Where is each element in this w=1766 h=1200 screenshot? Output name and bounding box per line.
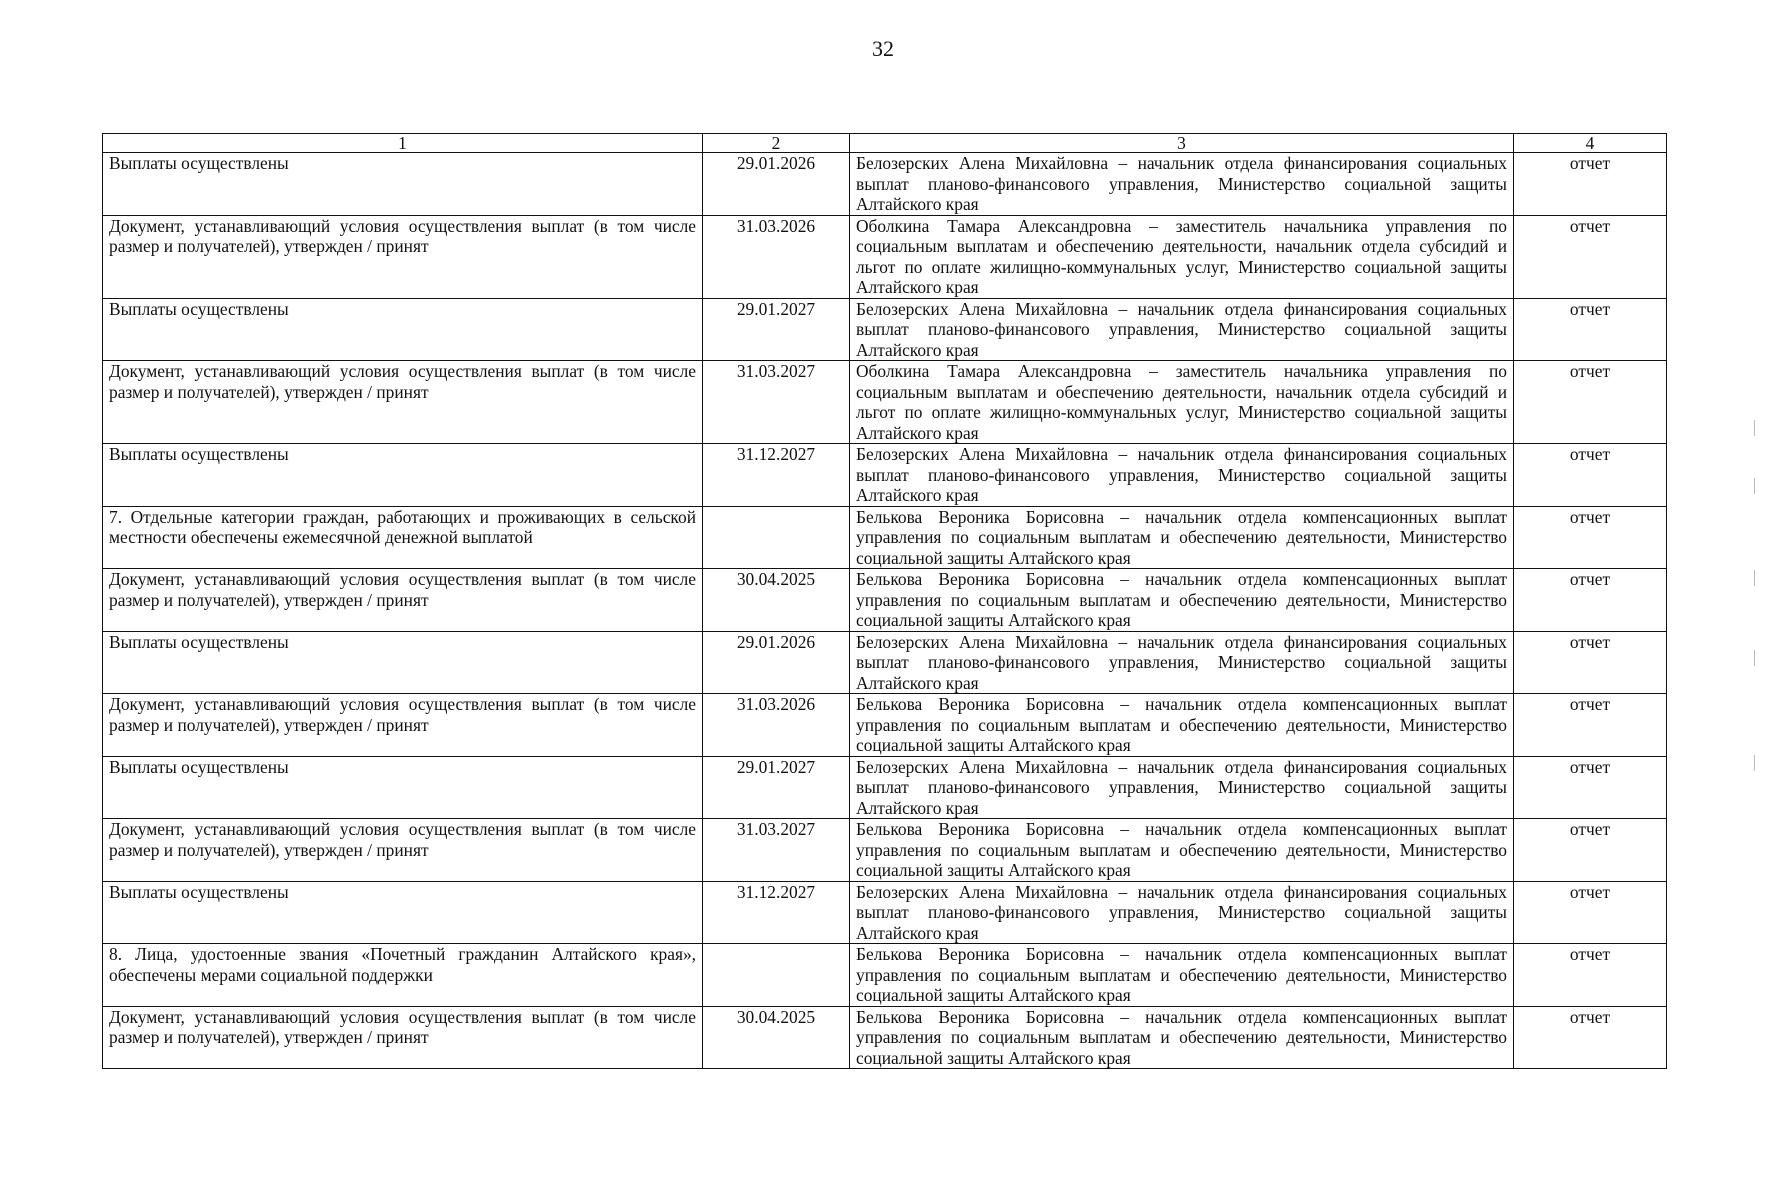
date-cell: 30.04.2025 — [703, 569, 850, 632]
date-cell: 29.01.2027 — [703, 298, 850, 361]
scan-mark — [1754, 650, 1755, 666]
scan-mark — [1754, 420, 1755, 436]
document-cell: отчет — [1514, 819, 1667, 882]
responsible-cell: Белькова Вероника Борисовна – начальник отдела компенсационных выплат управления по социальным выплатам и обеспечению деятельности, Министерство социальной защиты Алтайского края — [850, 1006, 1514, 1069]
event-cell: Выплаты осуществлены — [103, 298, 703, 361]
event-cell: Выплаты осуществлены — [103, 631, 703, 694]
scan-mark — [1754, 755, 1755, 771]
event-cell: Документ, устанавливающий условия осуществления выплат (в том числе размер и получателей), утвержден / принят — [103, 819, 703, 882]
table-row — [103, 215, 1667, 298]
responsible-cell: Белозерских Алена Михайловна – начальник отдела финансирования социальных выплат планово-финансового управления, Министерство социальной защиты Алтайского края — [850, 756, 1514, 819]
date-cell: 29.01.2026 — [703, 153, 850, 216]
document-cell: отчет — [1514, 444, 1667, 507]
date-cell: 31.03.2026 — [703, 215, 850, 298]
event-cell: 7. Отдельные категории граждан, работающих и проживающих в сельской местности обеспечены ежемесячной денежной выплатой — [103, 506, 703, 569]
table-row — [103, 694, 1667, 757]
table-row — [103, 569, 1667, 632]
event-cell: Документ, устанавливающий условия осуществления выплат (в том числе размер и получателей), утвержден / принят — [103, 694, 703, 757]
header-row — [103, 134, 1667, 153]
scan-mark — [1754, 478, 1755, 494]
responsible-cell: Белькова Вероника Борисовна – начальник отдела компенсационных выплат управления по социальным выплатам и обеспечению деятельности, Министерство социальной защиты Алтайского края — [850, 944, 1514, 1007]
responsible-cell: Оболкина Тамара Александровна – заместитель начальника управления по социальным выплатам и обеспечению деятельности, начальник отдела субсидий и льгот по оплате жилищно-коммунальных услуг, Министерство социальной защиты Алтайского края — [850, 215, 1514, 298]
date-cell: 31.12.2027 — [703, 444, 850, 507]
date-cell: 30.04.2025 — [703, 1006, 850, 1069]
table-row — [103, 944, 1667, 1007]
responsible-cell: Оболкина Тамара Александровна – заместитель начальника управления по социальным выплатам и обеспечению деятельности, начальник отдела субсидий и льгот по оплате жилищно-коммунальных услуг, Министерство социальной защиты Алтайского края — [850, 361, 1514, 444]
document-cell: отчет — [1514, 506, 1667, 569]
event-cell: Документ, устанавливающий условия осуществления выплат (в том числе размер и получателей), утвержден / принят — [103, 1006, 703, 1069]
table-body — [103, 153, 1667, 1069]
table-row — [103, 506, 1667, 569]
responsible-cell: Белькова Вероника Борисовна – начальник отдела компенсационных выплат управления по социальным выплатам и обеспечению деятельности, Министерство социальной защиты Алтайского края — [850, 569, 1514, 632]
document-cell: отчет — [1514, 569, 1667, 632]
column-number-1: 1 — [103, 134, 703, 153]
table-row — [103, 819, 1667, 882]
table-row — [103, 631, 1667, 694]
column-number-3: 3 — [850, 134, 1514, 153]
document-cell: отчет — [1514, 153, 1667, 216]
document-cell: отчет — [1514, 1006, 1667, 1069]
table-row — [103, 361, 1667, 444]
scan-mark — [1754, 570, 1755, 586]
table-row — [103, 444, 1667, 507]
responsible-cell: Белькова Вероника Борисовна – начальник отдела компенсационных выплат управления по социальным выплатам и обеспечению деятельности, Министерство социальной защиты Алтайского края — [850, 694, 1514, 757]
column-number-4: 4 — [1514, 134, 1667, 153]
table-row — [103, 756, 1667, 819]
document-cell: отчет — [1514, 298, 1667, 361]
document-cell: отчет — [1514, 631, 1667, 694]
date-cell: 29.01.2026 — [703, 631, 850, 694]
plan-table — [102, 133, 1667, 1069]
table-row — [103, 1006, 1667, 1069]
responsible-cell: Белькова Вероника Борисовна – начальник отдела компенсационных выплат управления по социальным выплатам и обеспечению деятельности, Министерство социальной защиты Алтайского края — [850, 819, 1514, 882]
responsible-cell: Белозерских Алена Михайловна – начальник отдела финансирования социальных выплат планово-финансового управления, Министерство социальной защиты Алтайского края — [850, 444, 1514, 507]
responsible-cell: Белозерских Алена Михайловна – начальник отдела финансирования социальных выплат планово-финансового управления, Министерство социальной защиты Алтайского края — [850, 298, 1514, 361]
event-cell: Выплаты осуществлены — [103, 881, 703, 944]
event-cell: Документ, устанавливающий условия осуществления выплат (в том числе размер и получателей), утвержден / принят — [103, 569, 703, 632]
document-cell: отчет — [1514, 756, 1667, 819]
date-cell — [703, 506, 850, 569]
event-cell: Документ, устанавливающий условия осуществления выплат (в том числе размер и получателей), утвержден / принят — [103, 361, 703, 444]
responsible-cell: Белозерских Алена Михайловна – начальник отдела финансирования социальных выплат планово-финансового управления, Министерство социальной защиты Алтайского края — [850, 881, 1514, 944]
document-cell: отчет — [1514, 361, 1667, 444]
responsible-cell: Белозерских Алена Михайловна – начальник отдела финансирования социальных выплат планово-финансового управления, Министерство социальной защиты Алтайского края — [850, 153, 1514, 216]
table-row — [103, 881, 1667, 944]
event-cell: Выплаты осуществлены — [103, 444, 703, 507]
date-cell: 31.12.2027 — [703, 881, 850, 944]
event-cell: 8. Лица, удостоенные звания «Почетный гражданин Алтайского края», обеспечены мерами социальной поддержки — [103, 944, 703, 1007]
document-cell: отчет — [1514, 694, 1667, 757]
date-cell: 31.03.2026 — [703, 694, 850, 757]
date-cell — [703, 944, 850, 1007]
table-row — [103, 153, 1667, 216]
responsible-cell: Белозерских Алена Михайловна – начальник отдела финансирования социальных выплат планово-финансового управления, Министерство социальной защиты Алтайского края — [850, 631, 1514, 694]
document-cell: отчет — [1514, 944, 1667, 1007]
date-cell: 31.03.2027 — [703, 361, 850, 444]
event-cell: Выплаты осуществлены — [103, 153, 703, 216]
document-cell: отчет — [1514, 881, 1667, 944]
date-cell: 31.03.2027 — [703, 819, 850, 882]
table-row — [103, 298, 1667, 361]
responsible-cell: Белькова Вероника Борисовна – начальник отдела компенсационных выплат управления по социальным выплатам и обеспечению деятельности, Министерство социальной защиты Алтайского края — [850, 506, 1514, 569]
page-number: 32 — [872, 36, 894, 61]
event-cell: Документ, устанавливающий условия осуществления выплат (в том числе размер и получателей), утвержден / принят — [103, 215, 703, 298]
scan-edge-marks — [1754, 420, 1756, 820]
document-cell: отчет — [1514, 215, 1667, 298]
date-cell: 29.01.2027 — [703, 756, 850, 819]
table-header — [103, 134, 1667, 153]
column-number-2: 2 — [703, 134, 850, 153]
event-cell: Выплаты осуществлены — [103, 756, 703, 819]
